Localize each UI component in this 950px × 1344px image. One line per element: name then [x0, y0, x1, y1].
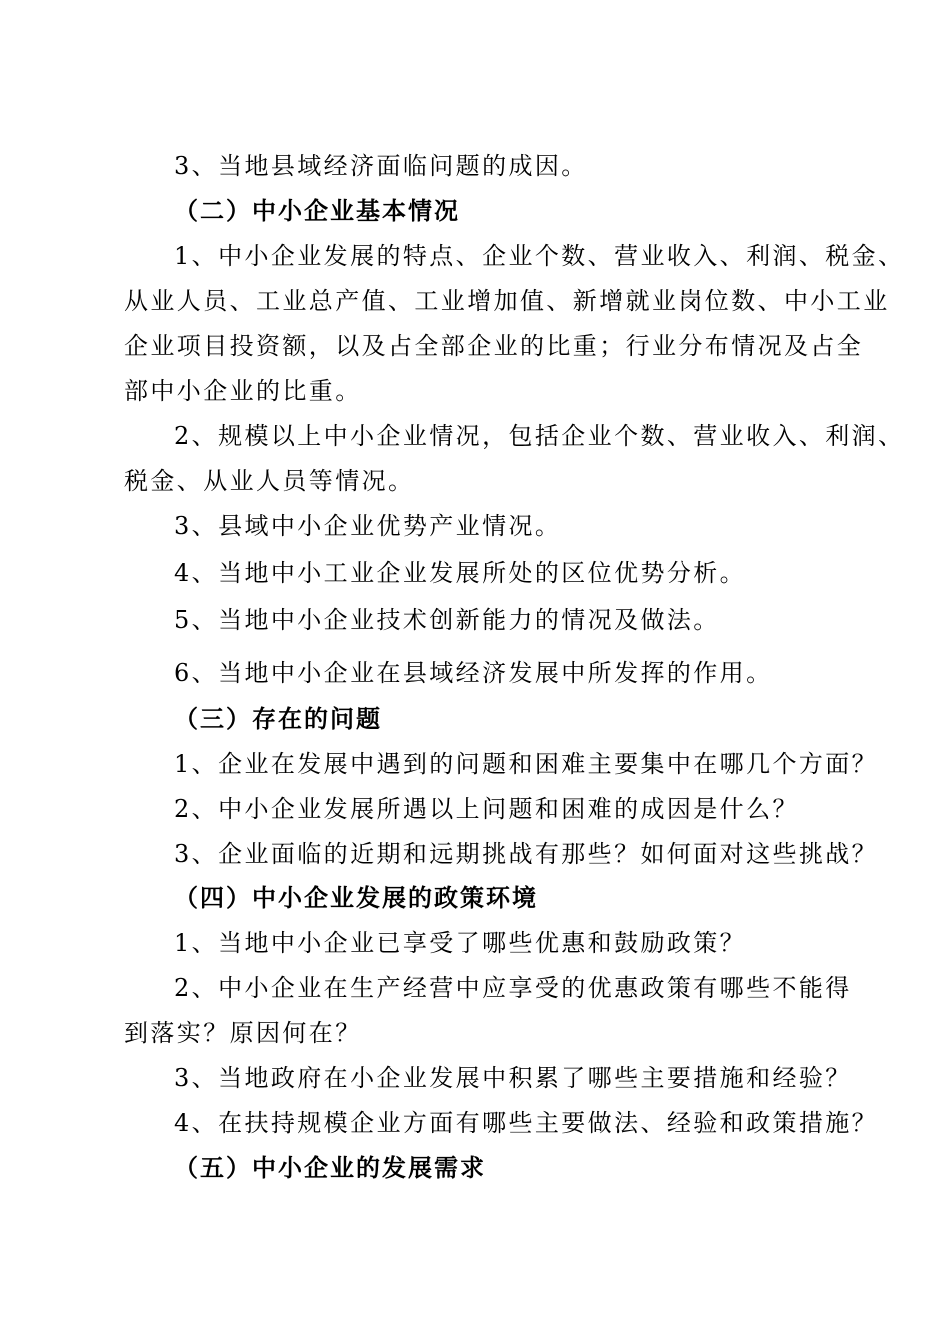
section-heading-2: （二）中小企业基本情况: [174, 197, 460, 225]
paragraph-line: 3、县域中小企业优势产业情况。: [174, 512, 562, 540]
paragraph-line: 5、当地中小企业技术创新能力的情况及做法。: [174, 606, 720, 634]
section-heading-5: （五）中小企业的发展需求: [174, 1154, 486, 1182]
paragraph-line: 6、当地中小企业在县域经济发展中所发挥的作用。: [174, 659, 773, 687]
paragraph-line: 1、中小企业发展的特点、企业个数、营业收入、利润、税金、: [174, 242, 905, 270]
paragraph-line: 2、中小企业在生产经营中应享受的优惠政策有哪些不能得: [174, 974, 852, 1002]
paragraph-line: 1、企业在发展中遇到的问题和困难主要集中在哪几个方面？: [174, 750, 879, 778]
paragraph-line: 企业项目投资额，以及占全部企业的比重；行业分布情况及占全: [124, 332, 864, 360]
paragraph-causes: 3、当地县域经济面临问题的成因。: [174, 152, 588, 180]
paragraph-line: 3、企业面临的近期和远期挑战有那些？如何面对这些挑战？: [174, 840, 879, 868]
section-heading-4: （四）中小企业发展的政策环境: [174, 884, 538, 912]
paragraph-line: 到落实？原因何在？: [124, 1019, 362, 1047]
paragraph-line: 2、规模以上中小企业情况，包括企业个数、营业收入、利润、: [174, 422, 905, 450]
paragraph-line: 4、在扶持规模企业方面有哪些主要做法、经验和政策措施？: [174, 1109, 879, 1137]
paragraph-line: 1、当地中小企业已享受了哪些优惠和鼓励政策？: [174, 929, 747, 957]
paragraph-line: 部中小企业的比重。: [124, 377, 362, 405]
paragraph-line: 3、当地政府在小企业发展中积累了哪些主要措施和经验？: [174, 1064, 852, 1092]
section-heading-3: （三）存在的问题: [174, 705, 382, 733]
paragraph-line: 从业人员、工业总产值、工业增加值、新增就业岗位数、中小工业: [124, 287, 890, 315]
paragraph-line: 4、当地中小工业企业发展所处的区位优势分析。: [174, 559, 747, 587]
paragraph-line: 2、中小企业发展所遇以上问题和困难的成因是什么？: [174, 795, 799, 823]
paragraph-line: 税金、从业人员等情况。: [124, 467, 415, 495]
